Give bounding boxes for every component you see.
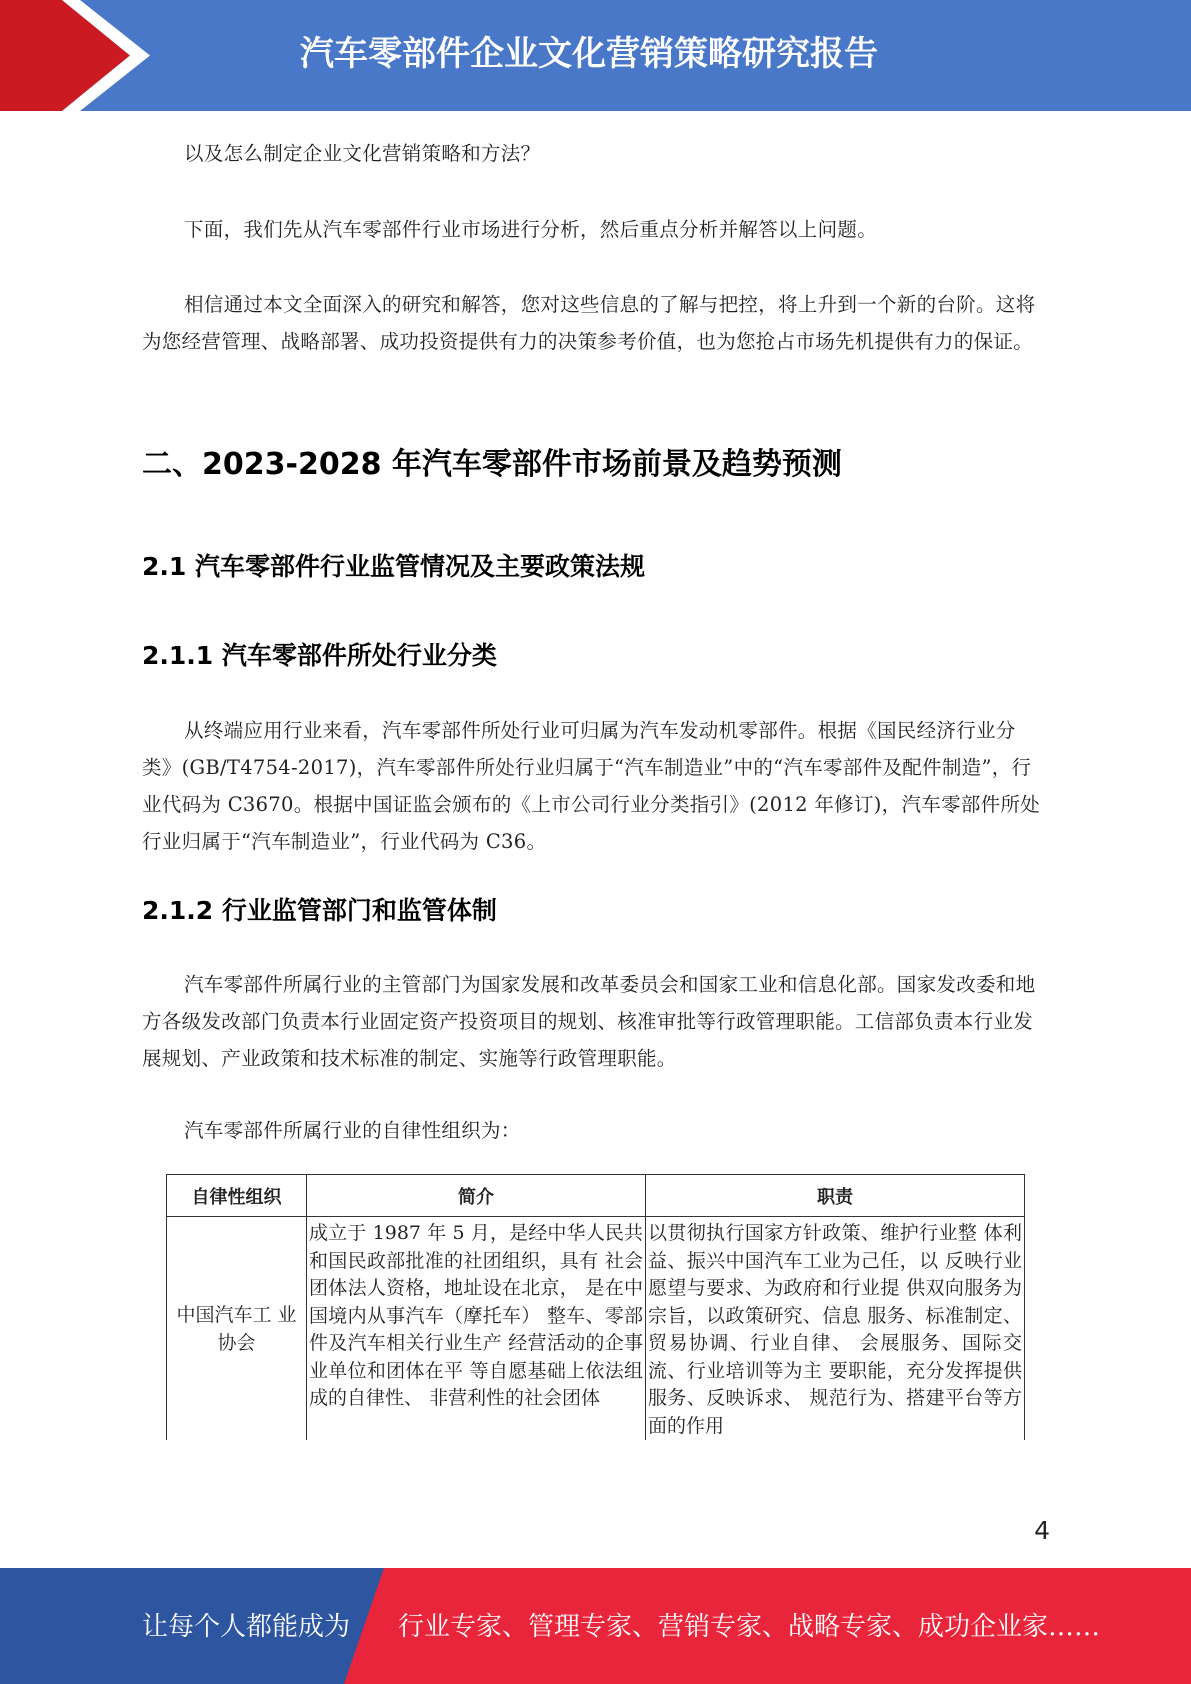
- subsubsection-heading-supervision: 2.1.2 行业监管部门和监管体制: [142, 896, 497, 925]
- paragraph-analysis-plan: 下面，我们先从汽车零部件行业市场进行分析，然后重点分析并解答以上问题。: [184, 218, 878, 241]
- report-title: 汽车零部件企业文化营销策略研究报告: [300, 34, 878, 74]
- table-cell-introduction: 成立于 1987 年 5 月，是经中华人民共和国民政部批准的社团组织，具有 社会团体法人资格，地址设在北京， 是在中国境内从事汽车（摩托车） 整车、零部件及汽车相关行业生产 经营活动的企事业单位和团体在平 等自愿基础上依法组成的自律性、 非营利性的社会团体: [307, 1217, 646, 1441]
- table-header-organization: 自律性组织: [167, 1175, 307, 1217]
- header-banner: [0, 0, 1191, 111]
- page-number: 4: [1034, 1516, 1050, 1545]
- subsubsection-heading-classification: 2.1.1 汽车零部件所处行业分类: [142, 641, 497, 670]
- subsection-heading-regulation: 2.1 汽车零部件行业监管情况及主要政策法规: [142, 552, 645, 581]
- table-header-introduction: 简介: [307, 1175, 646, 1217]
- self-regulatory-organization-table: [166, 1174, 1025, 1440]
- footer-slogan-lead: 让每个人都能成为: [142, 1612, 351, 1642]
- paragraph-self-regulatory-intro: 汽车零部件所属行业的自律性组织为：: [184, 1119, 521, 1142]
- paragraph-value-statement: 相信通过本文全面深入的研究和解答，您对这些信息的了解与把控，将上升到一个新的台阶。这将为您经营管理、战略部署、成功投资提供有力的决策参考价值，也为您抢占市场先机提供有力的保证。: [142, 293, 1036, 353]
- paragraph-industry-classification: 从终端应用行业来看，汽车零部件所处行业可归属为汽车发动机零部件。根据《国民经济行业分类》(GB/T4754-2017)，汽车零部件所处行业归属于“汽车制造业”中的“汽车零部件及配件制造”，行业代码为 C3670。根据中国证监会颁布的《上市公司行业分类指引》(2012 年修订)，汽车零部件所处行业归属于“汽车制造业”，行业代码为 C36。: [142, 719, 1041, 853]
- footer-banner: [0, 1568, 1191, 1684]
- section-heading-market-forecast: 二、2023-2028 年汽车零部件市场前景及趋势预测: [142, 447, 842, 482]
- table-cell-responsibilities: 以贯彻执行国家方针政策、维护行业整 体利益、振兴中国汽车工业为己任，以 反映行业愿望与要求、为政府和行业提 供双向服务为宗旨，以政策研究、信息 服务、标准制定、贸易协调、行业自律、 会展服务、国际交流、行业培训等为主 要职能，充分发挥提供服务、反映诉求、 规范行为、搭建平台等方面的作用: [646, 1217, 1025, 1441]
- table-header-responsibilities: 职责: [646, 1175, 1025, 1217]
- table-cell-organization-name: 中国汽车工 业协会: [167, 1217, 307, 1441]
- paragraph-intro-question: 以及怎么制定企业文化营销策略和方法？: [184, 142, 541, 165]
- footer-slogan-roles: 行业专家、管理专家、营销专家、战略专家、成功企业家……: [398, 1612, 1101, 1642]
- paragraph-supervising-authorities: 汽车零部件所属行业的主管部门为国家发展和改革委员会和国家工业和信息化部。国家发改委和地方各级发改部门负责本行业固定资产投资项目的规划、核准审批等行政管理职能。工信部负责本行业发展规划、产业政策和技术标准的制定、实施等行政管理职能。: [142, 973, 1036, 1070]
- table-header-row: [167, 1175, 1025, 1217]
- chevron-arrow-icon: [0, 0, 160, 111]
- chevron-red-shape: [0, 0, 130, 111]
- table-row: [167, 1217, 1025, 1441]
